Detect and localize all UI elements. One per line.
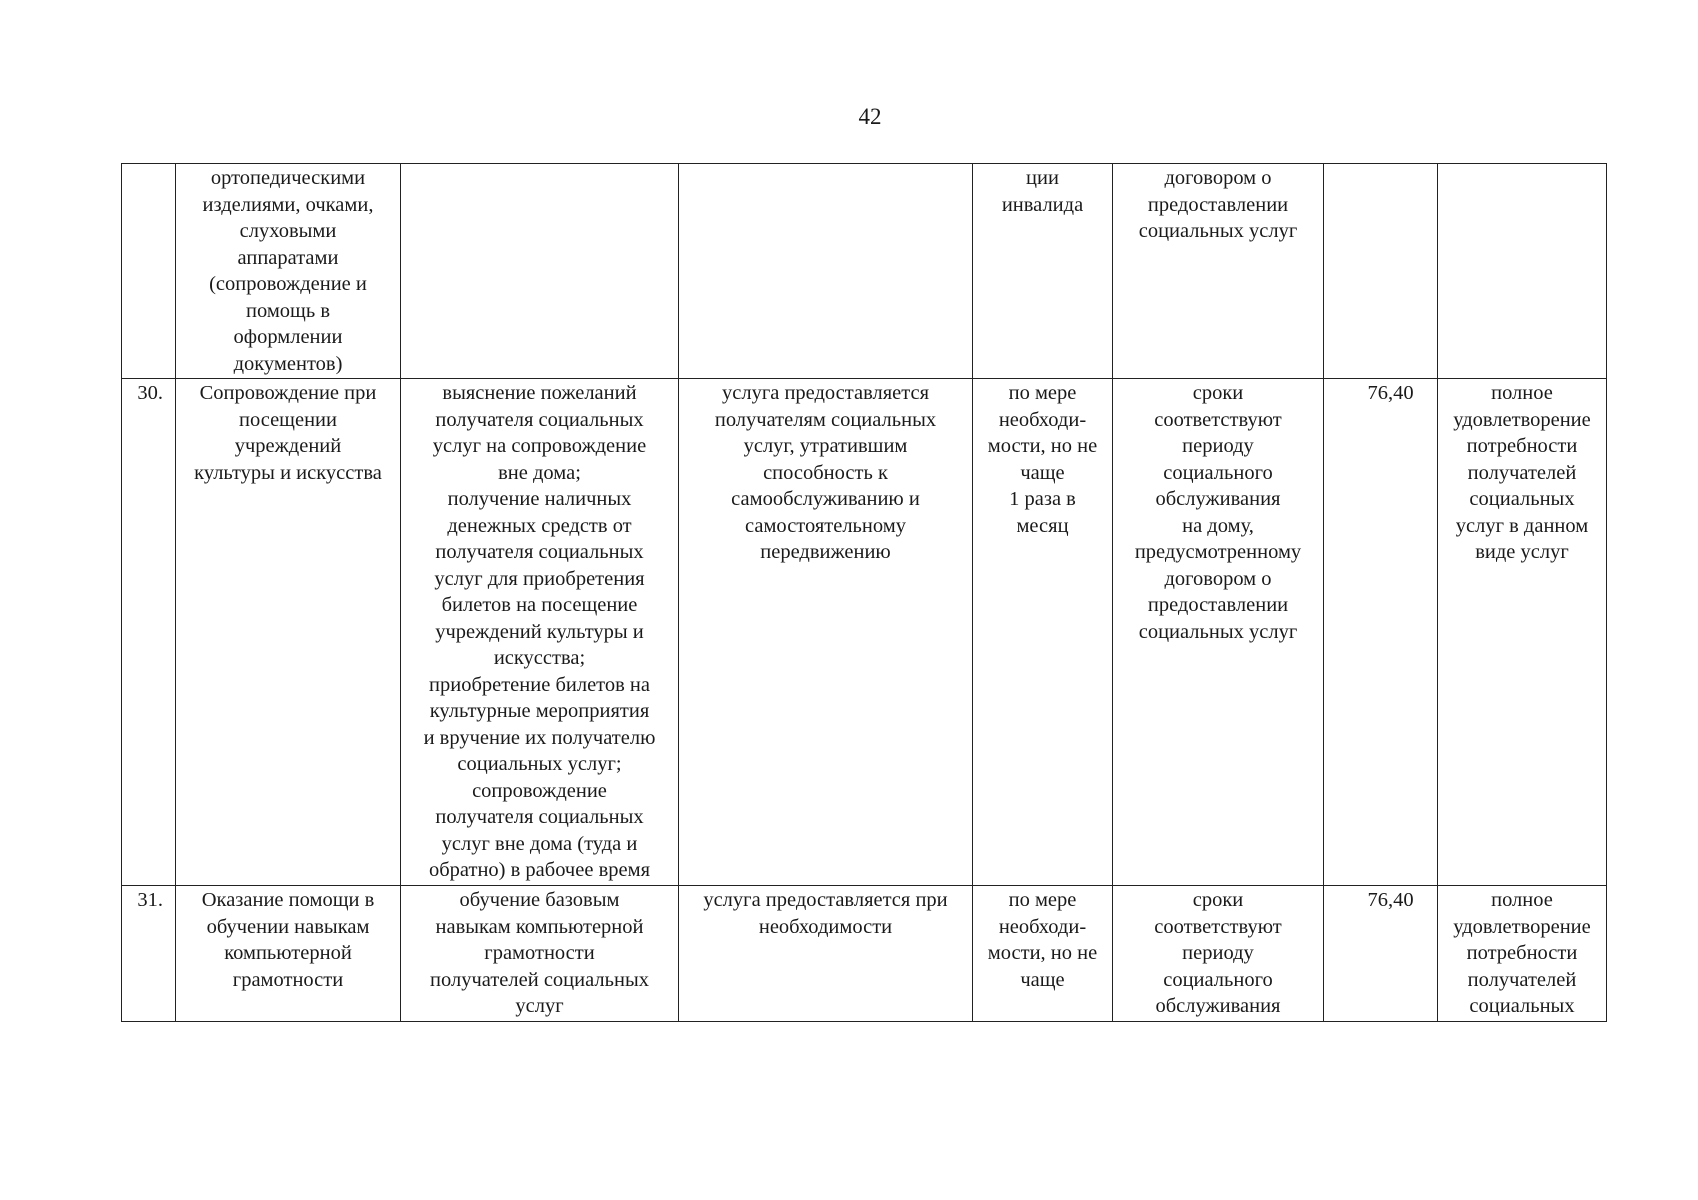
- table-row: [122, 164, 1607, 379]
- terms-cell: сроки соответствуют периоду социального обслуживания: [1113, 886, 1324, 1022]
- result-cell: полное удовлетворение потребности получателей социальных услуг в данном виде услуг: [1438, 379, 1607, 886]
- service-name-cell: Сопровождение при посещении учреждений культуры и искусства: [176, 379, 401, 886]
- price-cell: [1324, 164, 1438, 379]
- row-number-cell: [122, 164, 176, 379]
- terms-cell: сроки соответствуют периоду социального обслуживания на дому, предусмотренному договором о предоставлении социальных услуг: [1113, 379, 1324, 886]
- periodicity-cell: ции инвалида: [973, 164, 1113, 379]
- terms-cell: договором о предоставлении социальных услуг: [1113, 164, 1324, 379]
- row-number-cell: 30.: [122, 379, 176, 886]
- service-conditions-cell: услуга предоставляется получателям социальных услуг, утратившим способность к самообслуживанию и самостоятельному передвижению: [679, 379, 973, 886]
- periodicity-cell: по мере необходи- мости, но не чаще 1 раза в месяц: [973, 379, 1113, 886]
- table-row: [122, 379, 1607, 886]
- services-table: [121, 163, 1607, 1022]
- service-conditions-cell: услуга предоставляется при необходимости: [679, 886, 973, 1022]
- service-conditions-cell: [679, 164, 973, 379]
- periodicity-cell: по мере необходи- мости, но не чаще: [973, 886, 1113, 1022]
- page-number: 42: [858, 104, 882, 129]
- price-cell: 76,40: [1324, 379, 1438, 886]
- table-row: [122, 886, 1607, 1022]
- result-cell: [1438, 164, 1607, 379]
- service-content-cell: выяснение пожеланий получателя социальных услуг на сопровождение вне дома; получение наличных денежных средств от получателя социальных услуг для приобретения билетов на посещение учреждений культуры и искусства; приобретение билетов на культурные мероприятия и вручение их получателю социальных услуг; сопровождение получателя социальных услуг вне дома (туда и обратно) в рабочее время: [401, 379, 679, 886]
- result-cell: полное удовлетворение потребности получателей социальных: [1438, 886, 1607, 1022]
- row-number-cell: 31.: [122, 886, 176, 1022]
- service-content-cell: [401, 164, 679, 379]
- service-name-cell: Оказание помощи в обучении навыкам компьютерной грамотности: [176, 886, 401, 1022]
- service-content-cell: обучение базовым навыкам компьютерной грамотности получателей социальных услуг: [401, 886, 679, 1022]
- price-cell: 76,40: [1324, 886, 1438, 1022]
- service-name-cell: ортопедическими изделиями, очками, слуховыми аппаратами (сопровождение и помощь в оформлении документов): [176, 164, 401, 379]
